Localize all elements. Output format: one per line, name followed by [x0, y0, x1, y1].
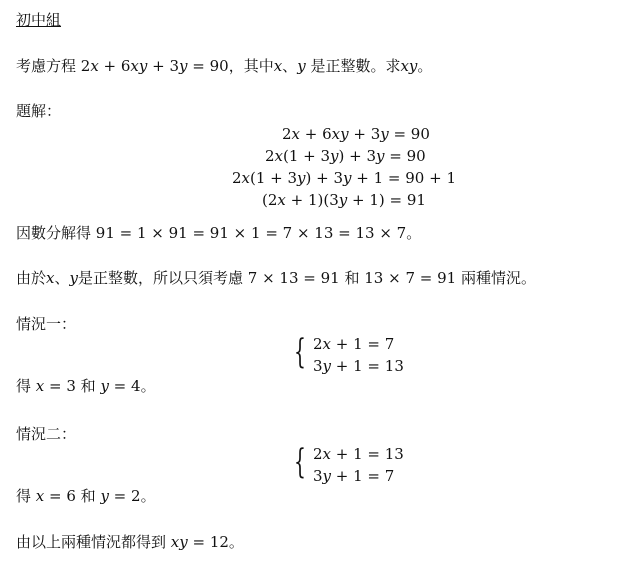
- case2-equation-2: 3𝑦 + 1 = 7: [313, 467, 395, 485]
- solution-label: 題解：: [16, 102, 62, 120]
- problem-text: 考慮方程: [16, 57, 81, 75]
- result-text: 得: [16, 377, 36, 395]
- period: 。: [417, 57, 433, 75]
- problem-text: ，其中: [228, 57, 274, 75]
- factorization-line: [16, 223, 421, 243]
- factor-equation: 91 = 1 × 91 = 91 × 1 = 7 × 13 = 13 × 7: [95, 224, 407, 242]
- result-y: 𝑦 = 2: [100, 487, 141, 505]
- case1-result: [16, 376, 156, 396]
- case1-label: 情況一：: [16, 315, 77, 333]
- var-y: 𝑦: [297, 57, 306, 75]
- derivation-step-1: 2𝑥 + 6𝑥𝑦 + 3𝑦 = 90: [282, 125, 430, 143]
- left-brace: {: [294, 442, 306, 482]
- left-brace: {: [294, 332, 306, 372]
- var-y: 𝑦: [69, 269, 78, 287]
- period: 。: [228, 533, 244, 551]
- period: 。: [406, 224, 422, 242]
- derivation-step-2: 2𝑥(1 + 3𝑦) + 3𝑦 = 90: [265, 147, 426, 165]
- conjunction: 和: [339, 269, 365, 287]
- var-x: 𝑥: [273, 57, 283, 75]
- case-equation-1: 7 × 13 = 91: [247, 269, 340, 287]
- result-x: 𝑥 = 3: [35, 377, 76, 395]
- document-title: 初中組: [16, 11, 62, 29]
- derivation-step-3: 2𝑥(1 + 3𝑦) + 3𝑦 + 1 = 90 + 1: [232, 169, 456, 187]
- problem-equation: 2𝑥 + 6𝑥𝑦 + 3𝑦 = 90: [80, 57, 229, 75]
- result-x: 𝑥 = 6: [35, 487, 76, 505]
- problem-text: 是正整數。求: [305, 57, 401, 75]
- result-y: 𝑦 = 4: [100, 377, 141, 395]
- case1-equation-2: 3𝑦 + 1 = 13: [313, 357, 404, 375]
- cases-reasoning: [16, 268, 536, 288]
- conjunction: 和: [75, 377, 101, 395]
- case1-equation-1: 2𝑥 + 1 = 7: [313, 335, 395, 353]
- conclusion-text: 由以上兩種情況都得到: [16, 533, 171, 551]
- reason-text: 兩種情況。: [456, 269, 536, 287]
- separator: 、: [54, 269, 70, 287]
- case2-label: 情況二：: [16, 425, 77, 443]
- derivation-step-4: (2𝑥 + 1)(3𝑦 + 1) = 91: [262, 191, 426, 209]
- case-equation-2: 13 × 7 = 91: [364, 269, 457, 287]
- factor-text: 因數分解得: [16, 224, 96, 242]
- reason-text: 是正整數，所以只須考慮: [77, 269, 248, 287]
- period: 。: [140, 377, 156, 395]
- case2-equation-1: 2𝑥 + 1 = 13: [313, 445, 404, 463]
- var-xy: 𝑥𝑦: [400, 57, 418, 75]
- case2-result: [16, 486, 156, 506]
- period: 。: [140, 487, 156, 505]
- conjunction: 和: [75, 487, 101, 505]
- var-x: 𝑥: [46, 269, 55, 287]
- answer-equation: 𝑥𝑦 = 12: [170, 533, 229, 551]
- conclusion: [16, 532, 244, 552]
- problem-statement: [16, 56, 432, 76]
- reason-text: 由於: [16, 269, 47, 287]
- result-text: 得: [16, 487, 36, 505]
- separator: 、: [282, 57, 298, 75]
